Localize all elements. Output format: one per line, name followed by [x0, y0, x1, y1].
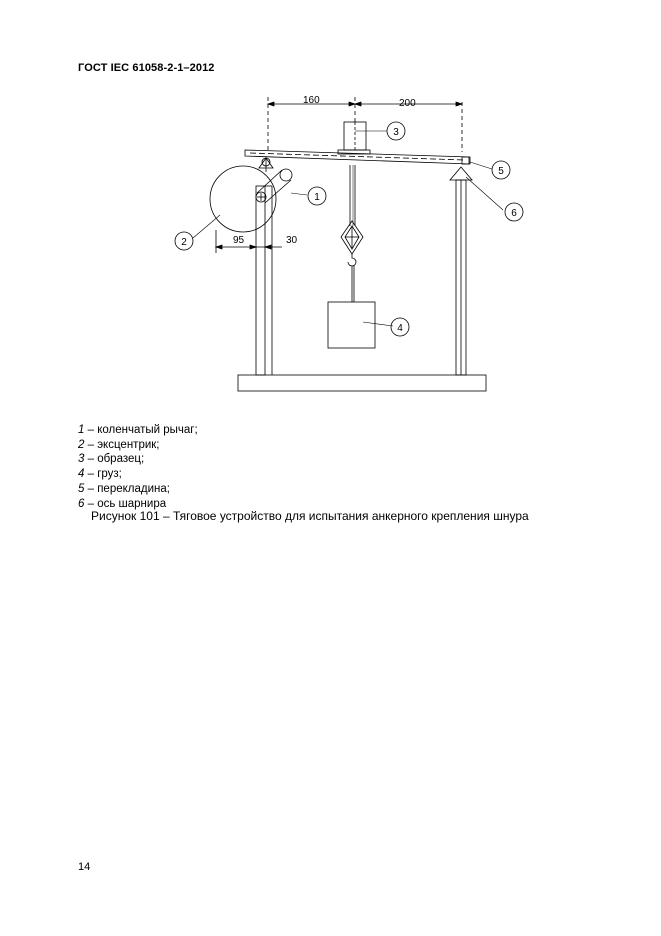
svg-text:6: 6 [511, 208, 517, 219]
page-number: 14 [78, 861, 91, 873]
legend-item: 4 – груз; [78, 468, 122, 481]
svg-text:3: 3 [393, 127, 399, 138]
base-plate [238, 375, 486, 391]
legend-item: 2 – эксцентрик; [78, 438, 160, 451]
specimen [338, 122, 370, 154]
top-dimension-line [268, 97, 462, 152]
dimension-95: 95 [233, 235, 245, 246]
left-post [256, 186, 265, 375]
svg-text:1: 1 [314, 192, 320, 203]
crossbar [245, 150, 470, 164]
dimension-160: 160 [303, 95, 320, 106]
legend-item: 6 – ось шарнира [78, 497, 167, 510]
legend-item: 3 – образец; [78, 453, 145, 466]
callout-5 [492, 161, 510, 179]
document-header: ГОСТ IEC 61058-2-1–2012 [78, 62, 215, 74]
callout-4 [391, 318, 409, 336]
legend-item: 5 – перекладина; [78, 482, 170, 495]
figure-legend [78, 423, 198, 511]
figure-caption: Рисунок 101 – Тяговое устройство для испытания анкерного крепления шнура [91, 509, 529, 523]
weight [328, 302, 375, 348]
callout-3 [387, 122, 405, 140]
legend-item: 1 – коленчатый рычаг; [78, 424, 198, 436]
svg-text:2: 2 [181, 237, 187, 248]
callout-6 [505, 203, 523, 221]
callout-2 [175, 232, 193, 250]
cord-and-clamp [341, 165, 363, 302]
right-post [450, 167, 472, 375]
traction-device-figure [0, 0, 661, 420]
left-hinge [259, 158, 273, 172]
dimension-200: 200 [399, 98, 416, 109]
callout-1 [308, 187, 326, 205]
dimension-30: 30 [286, 235, 298, 246]
svg-text:4: 4 [397, 323, 403, 334]
svg-text:5: 5 [498, 166, 504, 177]
